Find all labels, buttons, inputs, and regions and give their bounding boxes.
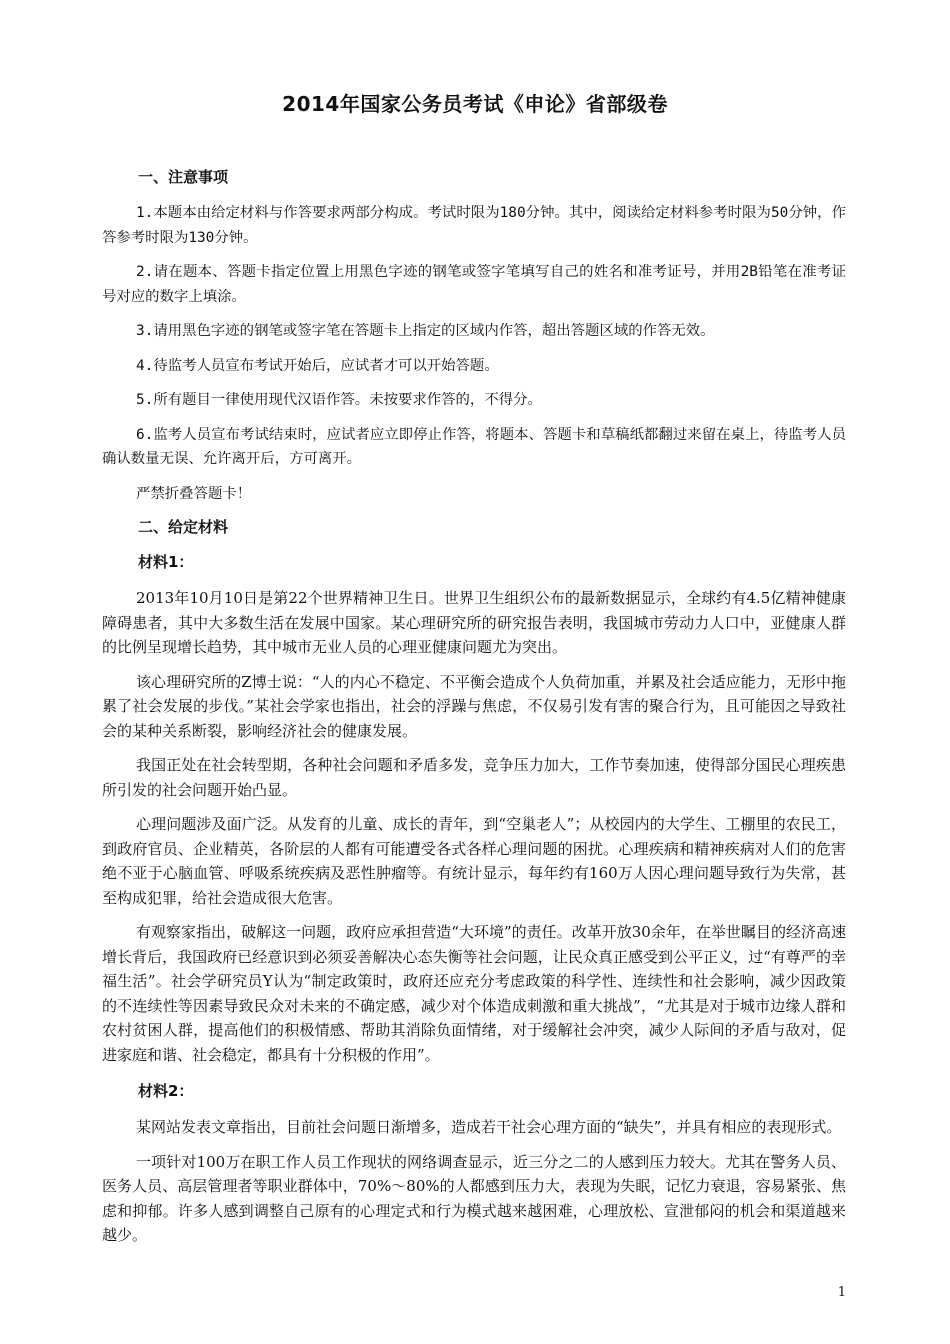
- material-paragraph: 有观察家指出，破解这一问题，政府应承担营造“大环境”的责任。改革开放30余年，在举世瞩目的经济高速增长背后，我国政府已经意识到必须妥善解决心态失衡等社会问题，让民众真正感受到公平正义，过“有尊严的幸福生活”。社会学研究员Y认为“制定政策时，政府还应充分考虑政策的科学性、连续性和社会影响，减少因政策的不连续性等因素导致民众对未来的不确定感，减少对个体造成刺激和重大挑战”，“尤其是对于城市边缘人群和农村贫困人群，提高他们的积极情感、帮助其消除负面情绪，对于缓解社会冲突，减少人际间的矛盾与敌对，促进家庭和谐、社会稳定，都具有十分积极的作用”。: [102, 923, 846, 1064]
- material-label: 材料1：: [138, 553, 194, 571]
- notice-item: 2.请在题本、答题卡指定位置上用黑色字迹的钢笔或签字笔填写自己的姓名和准考证号，并用2B铅笔在准考证号对应的数字上填涂。: [102, 264, 846, 305]
- section-heading-materials: 二、给定材料: [138, 518, 229, 536]
- material-paragraph: 该心理研究所的Z博士说：“人的内心不稳定、不平衡会造成个人负荷加重，并累及社会适应能力，无形中拖累了社会发展的步伐。”某社会学家也指出，社会的浮躁与焦虑，不仅易引发有害的聚合行为，且可能因之导致社会的某种关系断裂，影响经济社会的健康发展。: [102, 672, 846, 740]
- material-paragraph: 2013年10月10日是第22个世界精神卫生日。世界卫生组织公布的最新数据显示，全球约有4.5亿精神健康障碍患者，其中大多数生活在发展中国家。某心理研究所的研究报告表明，我国城市劳动力人口中，亚健康人群的比例呈现增长趋势，其中城市无业人员的心理亚健康问题尤为突出。: [102, 589, 846, 656]
- notice-item: 5.所有题目一律使用现代汉语作答。未按要求作答的，不得分。: [136, 392, 542, 408]
- warning-text: 严禁折叠答题卡！: [136, 485, 252, 502]
- material-paragraph: 我国正处在社会转型期，各种社会问题和矛盾多发，竞争压力加大，工作节奏加速，使得部分国民心理疾患所引发的社会问题开始凸显。: [102, 756, 846, 799]
- page-number: 1: [837, 1285, 846, 1300]
- material-paragraph: 某网站发表文章指出，目前社会问题日渐增多，造成若干社会心理方面的“缺失”，并具有相应的表现形式。: [136, 1118, 842, 1136]
- notice-item: 6.监考人员宣布考试结束时，应试者应立即停止作答，将题本、答题卡和草稿纸都翻过来留在桌上，待监考人员确认数量无误、允许离开后，方可离开。: [102, 426, 846, 467]
- notice-item: 3.请用黑色字迹的钢笔或签字笔在答题卡上指定的区域内作答，超出答题区域的作答无效。: [136, 323, 715, 339]
- notice-item: 1.本题本由给定材料与作答要求两部分构成。考试时限为180分钟。其中，阅读给定材料参考时限为50分钟，作答参考时限为130分钟。: [102, 205, 846, 246]
- material-paragraph: 一项针对100万在职工作人员工作现状的网络调查显示，近三分之二的人感到压力较大。尤其在警务人员、医务人员、高层管理者等职业群体中，70%～80%的人都感到压力大，表现为失眠，记忆力衰退，容易紧张、焦虑和抑郁。许多人感到调整自己原有的心理定式和行为模式越来越困难，心理放松、宣泄郁闷的机会和渠道越来越少。: [102, 1152, 846, 1244]
- document-title: 2014年国家公务员考试《申论》省部级卷: [282, 92, 668, 116]
- notice-item: 4.待监考人员宣布考试开始后，应试者才可以开始答题。: [136, 357, 499, 374]
- material-paragraph: 心理问题涉及面广泛。从发育的儿童、成长的青年，到“空巢老人”；从校园内的大学生、工棚里的农民工，到政府官员、企业精英，各阶层的人都有可能遭受各式各样心理问题的困扰。心理疾病和精神疾病对人们的危害绝不亚于心脑血管、呼吸系统疾病及恶性肿瘤等。有统计显示，每年约有160万人因心理问题导致行为失常，甚至构成犯罪，给社会造成很大危害。: [102, 815, 846, 907]
- material-label: 材料2：: [138, 1082, 194, 1100]
- document-body: [102, 166, 846, 1248]
- section-heading-notes: 一、注意事项: [138, 168, 229, 186]
